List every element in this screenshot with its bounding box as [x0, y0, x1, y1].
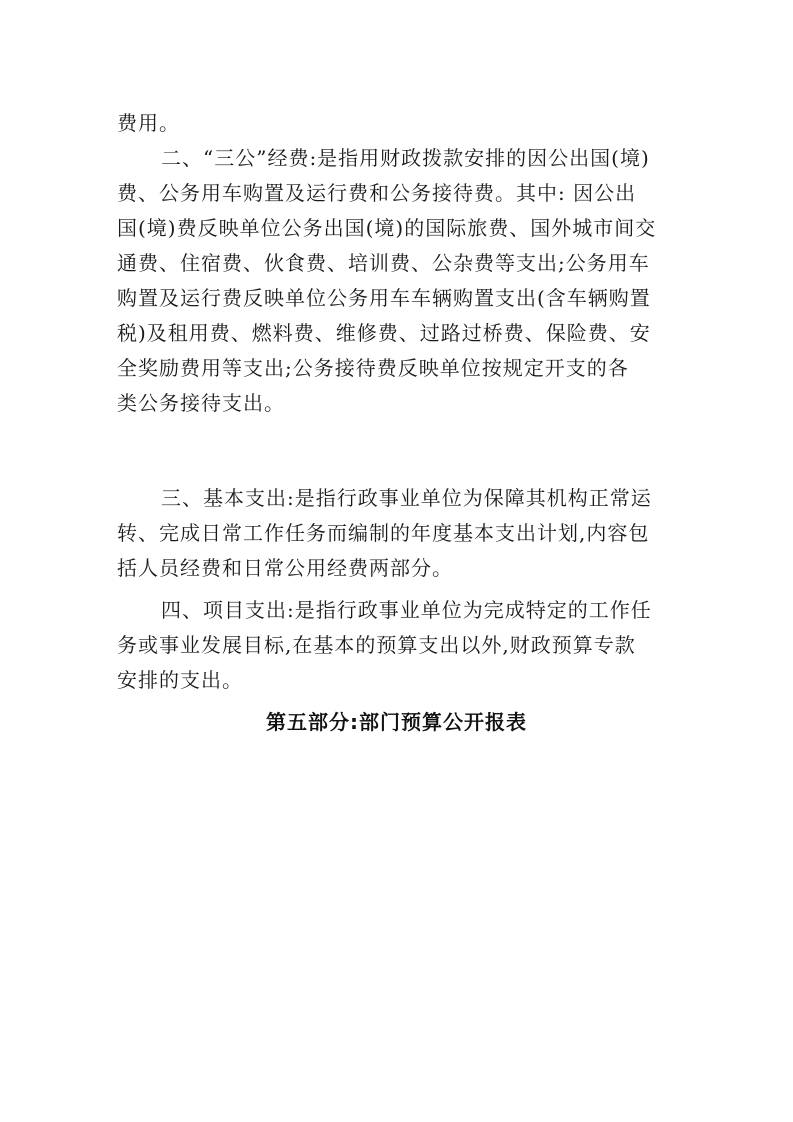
text-line: 税)及租用费、燃料费、维修费、过路过桥费、保险费、安: [117, 321, 651, 345]
text-line: 费用。: [117, 111, 180, 135]
paragraph-three-public-funds: [117, 141, 677, 421]
paragraph-cost-end: [117, 106, 677, 141]
paragraph-basic-expenditure: [117, 481, 677, 586]
section-heading: 第五部分:部门预算公开报表: [266, 710, 527, 734]
text-line: 括人员经费和日常公用经费两部分。: [117, 556, 453, 580]
text-line: 二、“三公”经费:是指用财政拨款安排的因公出国(境): [161, 146, 650, 170]
text-line: 购置及运行费反映单位公务用车车辆购置支出(含车辆购置: [117, 286, 651, 310]
text-line: 全奖励费用等支出;公务接待费反映单位按规定开支的各: [117, 356, 629, 380]
text-line: 四、项目支出:是指行政事业单位为完成特定的工作任: [161, 598, 652, 622]
text-line: 务或事业发展目标,在基本的预算支出以外,财政预算专款: [117, 633, 636, 657]
text-line: 安排的支出。: [117, 668, 243, 692]
paragraph-project-expenditure: [117, 593, 677, 698]
text-line: 国(境)费反映单位公务出国(境)的国际旅费、国外城市间交: [117, 216, 657, 240]
text-line: 费、公务用车购置及运行费和公务接待费。其中: 因公出: [117, 181, 637, 205]
text-line: 转、完成日常工作任务而编制的年度基本支出计划,内容包: [117, 521, 650, 545]
text-line: 类公务接待支出。: [117, 391, 285, 415]
text-line: 通费、住宿费、伙食费、培训费、公杂费等支出;公务用车: [117, 251, 650, 275]
text-line: 三、基本支出:是指行政事业单位为保障其机构正常运: [161, 486, 652, 510]
